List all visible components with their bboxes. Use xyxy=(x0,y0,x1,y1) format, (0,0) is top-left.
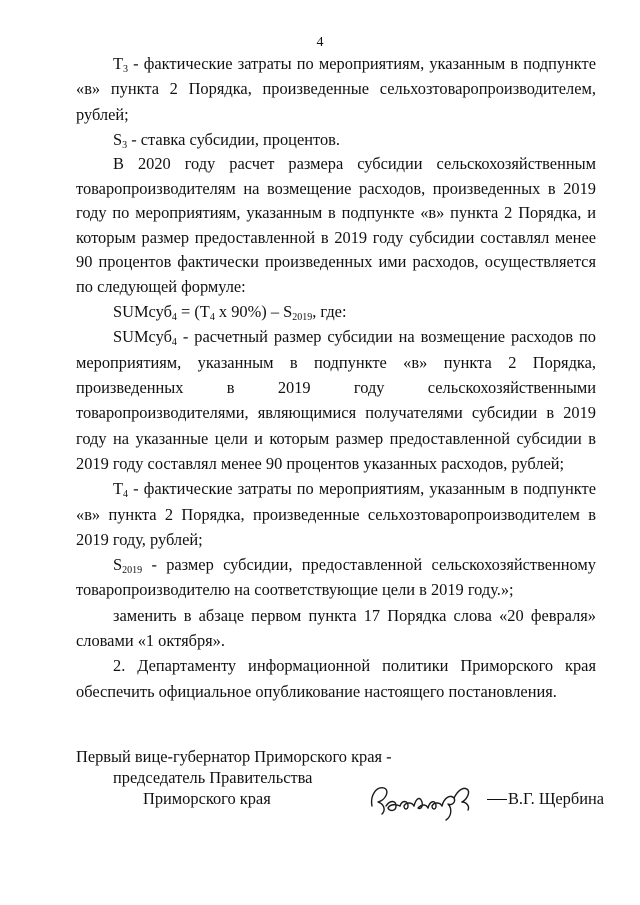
formula-subscript: 4 xyxy=(209,312,215,324)
definition-text: - фактические затраты по мероприятиям, указанным в подпункте «в» пункта 2 Порядка, произведенные сельхозтоваропроизводителем, рублей; xyxy=(76,54,596,124)
symbol-t: Т xyxy=(113,54,124,73)
paragraph-replace-clause: заменить в абзаце первом пункта 17 Порядка слова «20 февраля» словами «1 октября». xyxy=(76,605,596,651)
definition-text: - расчетный размер субсидии на возмещение расходов по мероприятиям, указанным в подпункте «в» пункта 2 Порядка, произведенных в 2019 году сельскохозяйственными товаропроизводителями, являющимися получателями субсидии в 2019 году на указанные цели и которым размер предоставленной субсидии в 2019 году составлял менее 90 процентов указанных расходов, рублей; xyxy=(76,327,596,473)
paragraph-s2019-definition xyxy=(76,552,596,603)
definition-text: - ставка субсидии, процентов. xyxy=(127,129,340,149)
formula-rhs: x 90%) – S xyxy=(214,302,293,322)
document-body xyxy=(76,51,596,704)
symbol-subscript: 3 xyxy=(122,139,128,151)
handwritten-signature xyxy=(366,776,484,824)
formula-mid: = (Т xyxy=(176,302,210,322)
paragraph-t4-definition xyxy=(76,476,596,552)
signatory-name-text: В.Г. Щербина xyxy=(508,789,605,808)
formula-tail: , где: xyxy=(312,302,347,322)
symbol-subscript: 3 xyxy=(123,64,129,75)
signatory-title-line-1: Первый вице-губернатор Приморского края - xyxy=(76,747,392,766)
paragraph-sum4-definition xyxy=(76,324,596,476)
formula-subscript: 2019 xyxy=(292,312,313,324)
signatory-title-block xyxy=(76,746,392,809)
formula-lhs: SUMсуб xyxy=(113,302,172,322)
symbol-sum: SUMсуб xyxy=(113,327,172,347)
signatory-title-line-2: председатель Правительства xyxy=(113,768,313,787)
formula-line xyxy=(76,299,596,324)
symbol-subscript: 4 xyxy=(171,337,177,349)
signature-dash xyxy=(487,799,507,800)
paragraph-s3-definition xyxy=(76,127,596,152)
symbol-t: Т xyxy=(113,479,124,499)
symbol-s: S xyxy=(113,129,123,149)
page-number: 4 xyxy=(316,35,324,50)
paragraph-2020-calculation: В 2020 году расчет размера субсидии сельскохозяйственным товаропроизводителям на возмещение расходов, произведенных в 2019 году по мероприятиям, указанным в подпункте «в» пункта 2 Порядка, и которым размер предоставленной в 2019 году субсидии составлял менее 90 процентов фактически произведенных ими расходов, осуществляется по следующей формуле: xyxy=(76,154,596,296)
definition-text: - размер субсидии, предоставленной сельскохозяйственному товаропроизводителю на соответствующие цели в 2019 году.»; xyxy=(76,555,596,600)
signatory-title-line-3: Приморского края xyxy=(143,789,271,808)
definition-text: - фактические затраты по мероприятиям, указанным в подпункте «в» пункта 2 Порядка, произведенные сельхозтоваропроизводителем в 2019 году, рублей; xyxy=(76,479,596,549)
symbol-subscript: 2019 xyxy=(122,565,143,577)
formula-subscript: 4 xyxy=(171,312,177,324)
signatory-name xyxy=(487,788,604,809)
paragraph-item-2: 2. Департаменту информационной политики Приморского края обеспечить официальное опубликование настоящего постановления. xyxy=(76,656,596,701)
symbol-subscript: 4 xyxy=(123,489,129,501)
paragraph-t3-definition xyxy=(76,51,596,127)
symbol-s: S xyxy=(113,555,123,575)
